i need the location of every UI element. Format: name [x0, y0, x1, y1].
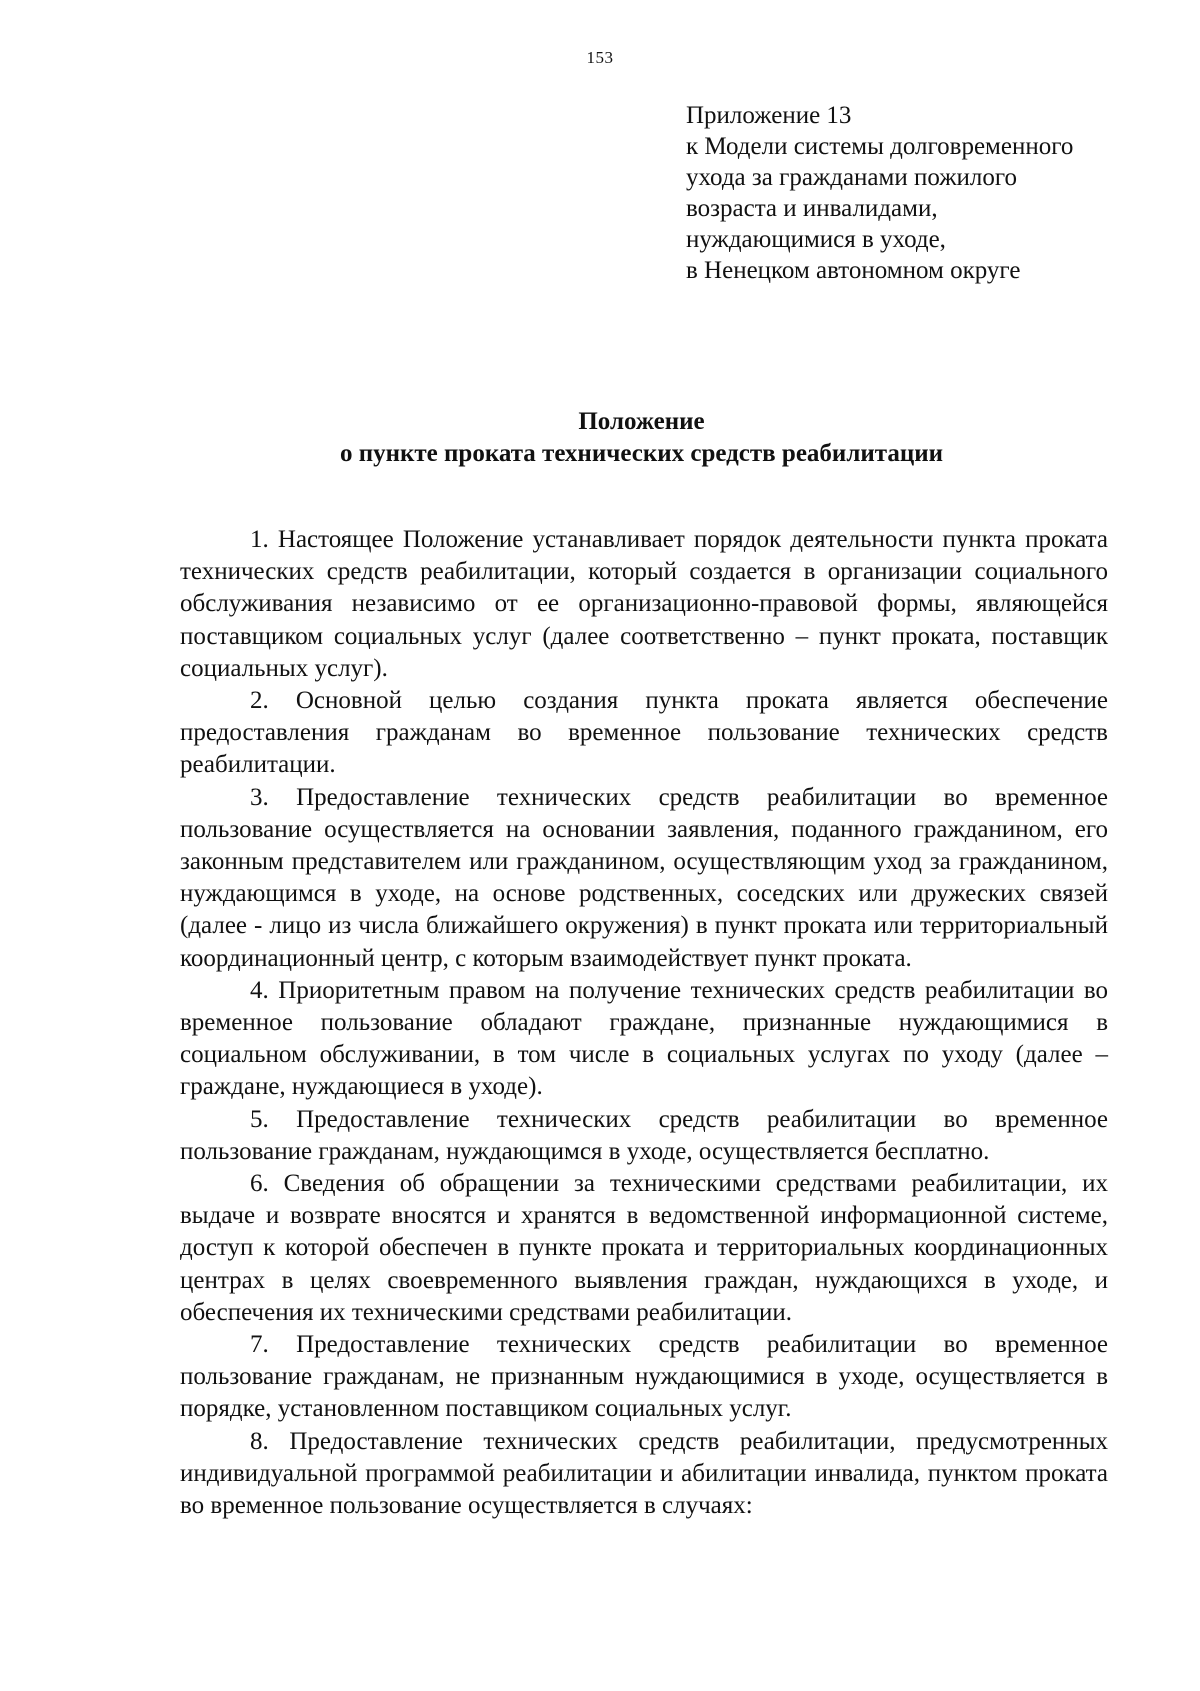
appendix-line: в Ненецком автономном округе [686, 257, 1021, 284]
paragraph-1: 1. Настоящее Положение устанавливает порядок деятельности пункта проката технических средств реабилитации, который создается в организации социального обслуживания независимо от ее организационно-правовой формы, являющейся поставщиком социальных услуг (далее соответственно – пункт проката, поставщик социальных услуг). [180, 526, 1108, 682]
appendix-header [686, 100, 1146, 286]
paragraph-7: 7. Предоставление технических средств реабилитации во временное пользование гражданам, не признанным нуждающимися в уходе, осуществляется в порядке, установленном поставщиком социальных услуг. [180, 1331, 1108, 1423]
paragraph-6: 6. Сведения об обращении за техническими средствами реабилитации, их выдаче и возврате вносятся и хранятся в ведомственной информационной системе, доступ к которой обеспечен в пункте проката и территориальных координационных центрах в целях своевременного выявления граждан, нуждающихся в уходе, и обеспечения их техническими средствами реабилитации. [180, 1170, 1108, 1326]
appendix-line: возраста и инвалидами, [686, 195, 938, 222]
title-line-1: Положение [578, 408, 705, 435]
paragraph-4: 4. Приоритетным правом на получение технических средств реабилитации во временное пользование обладают граждане, признанные нуждающимися в социальном обслуживании, в том числе в социальных услугах по уходу (далее – граждане, нуждающиеся в уходе). [180, 976, 1108, 1101]
appendix-line: нуждающимися в уходе, [686, 226, 946, 253]
paragraph-2: 2. Основной целью создания пункта проката является обеспечение предоставления гражданам во временное пользование технических средств реабилитации. [180, 687, 1108, 779]
paragraph-8: 8. Предоставление технических средств реабилитации, предусмотренных индивидуальной программой реабилитации и абилитации инвалида, пунктом проката во временное пользование осуществляется в случаях: [180, 1427, 1108, 1520]
document-body [180, 524, 1108, 1522]
document-title [0, 406, 1200, 470]
appendix-line: к Модели системы долговременного [686, 133, 1074, 160]
page-number: 153 [586, 48, 614, 67]
paragraph-5: 5. Предоставление технических средств реабилитации во временное пользование гражданам, нуждающимся в уходе, осуществляется бесплатно. [180, 1105, 1108, 1165]
appendix-line: ухода за гражданами пожилого [686, 164, 1017, 191]
title-line-2: о пункте проката технических средств реабилитации [339, 440, 944, 467]
paragraph-3: 3. Предоставление технических средств реабилитации во временное пользование осуществляется на основании заявления, поданного гражданином, его законным представителем или гражданином, осуществляющим уход за гражданином, нуждающимся в уходе, на основе родственных, соседских или дружеских связей (далее - лицо из числа ближайшего окружения) в пункт проката или территориальный координационный центр, с которым взаимодействует пункт проката. [180, 783, 1108, 972]
appendix-line: Приложение 13 [686, 102, 852, 129]
